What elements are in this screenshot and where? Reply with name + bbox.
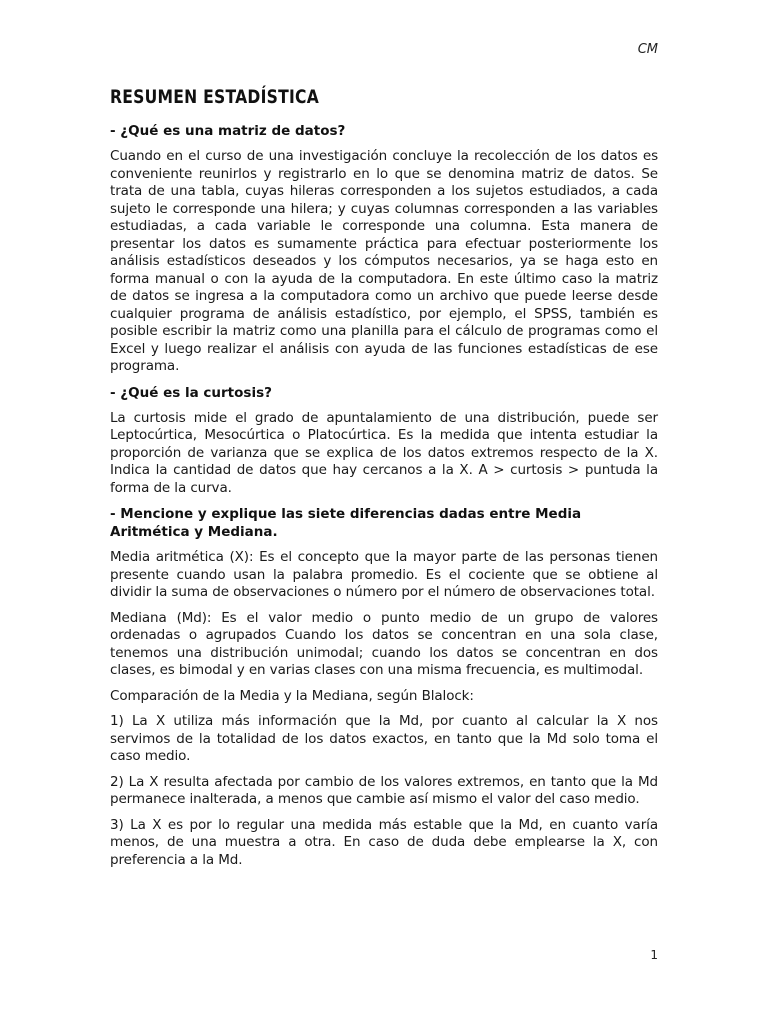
list-item: 3) La X es por lo regular una medida más estable que la Md, en cuanto varía menos, de una muestra a otra. En caso de duda debe emplearse la X, con preferencia a la Md. (110, 816, 658, 868)
question-heading: - Mencione y explique las siete diferencias dadas entre Media Aritmética y Mediana. (110, 506, 582, 540)
header-initials: CM (637, 42, 658, 57)
question-heading: - ¿Qué es una matriz de datos? (110, 123, 346, 139)
paragraph: Media aritmética (X): Es el concepto que la mayor parte de las personas tienen presente cuando usan la palabra promedio. Es el cociente que se obtiene al dividir la suma de observaciones o número por el número de observaciones total. (110, 549, 658, 600)
list-item: 1) La X utiliza más información que la Md, por cuanto al calcular la X nos servimos de la totalidad de los datos exactos, en tanto que la Md solo toma el caso medio. (110, 713, 658, 764)
paragraph: Comparación de la Media y la Mediana, según Blalock: (110, 687, 474, 704)
paragraph: Cuando en el curso de una investigación concluye la recolección de los datos es conveniente reunirlos y registrarlo en lo que se denomina matriz de datos. Se trata de una tabla, cuyas hileras corresponden a los sujetos estudiados, a cada sujeto le corresponde una hilera; y cuyas columnas corresponden a las variables estudiadas, a cada variable le corresponde una columna. Esta manera de presentar los datos es sumamente práctica para efectuar posteriormente los análisis estadísticos deseados y los cómputos necesarios, ya se haga esto en forma manual o con la ayuda de la computadora. En este último caso la matriz de datos se ingresa a la computadora como un archivo que puede leerse desde cualquier programa de análisis estadístico, por ejemplo, el SPSS, también es posible escribir la matriz como una planilla para el cálculo de programas como el Excel y luego realizar el análisis con ayuda de las funciones estadísticas de ese programa. (110, 148, 658, 374)
document-body (110, 86, 658, 877)
paragraph: La curtosis mide el grado de apuntalamiento de una distribución, puede ser Leptocúrtica, Mesocúrtica o Platocúrtica. Es la medida que intenta estudiar la proporción de varianza que se explica de los datos extremos respecto de la X. Indica la cantidad de datos que hay cercanos a la X. A > curtosis > puntuda la forma de la curva. (110, 409, 658, 496)
paragraph: Mediana (Md): Es el valor medio o punto medio de un grupo de valores ordenadas o agrupados Cuando los datos se concentran en una sola clase, tenemos una distribución unimodal; cuando los datos se concentran en dos clases, es bimodal y en varias clases con una misma frecuencia, es multimodal. (110, 609, 658, 678)
page-number: 1 (650, 948, 658, 962)
document-title: RESUMEN ESTADÍSTICA (110, 86, 320, 108)
list-item: 2) La X resulta afectada por cambio de los valores extremos, en tanto que la Md permanece inalterada, a menos que cambie así mismo el valor del caso medio. (110, 773, 658, 807)
question-heading: - ¿Qué es la curtosis? (110, 384, 272, 401)
